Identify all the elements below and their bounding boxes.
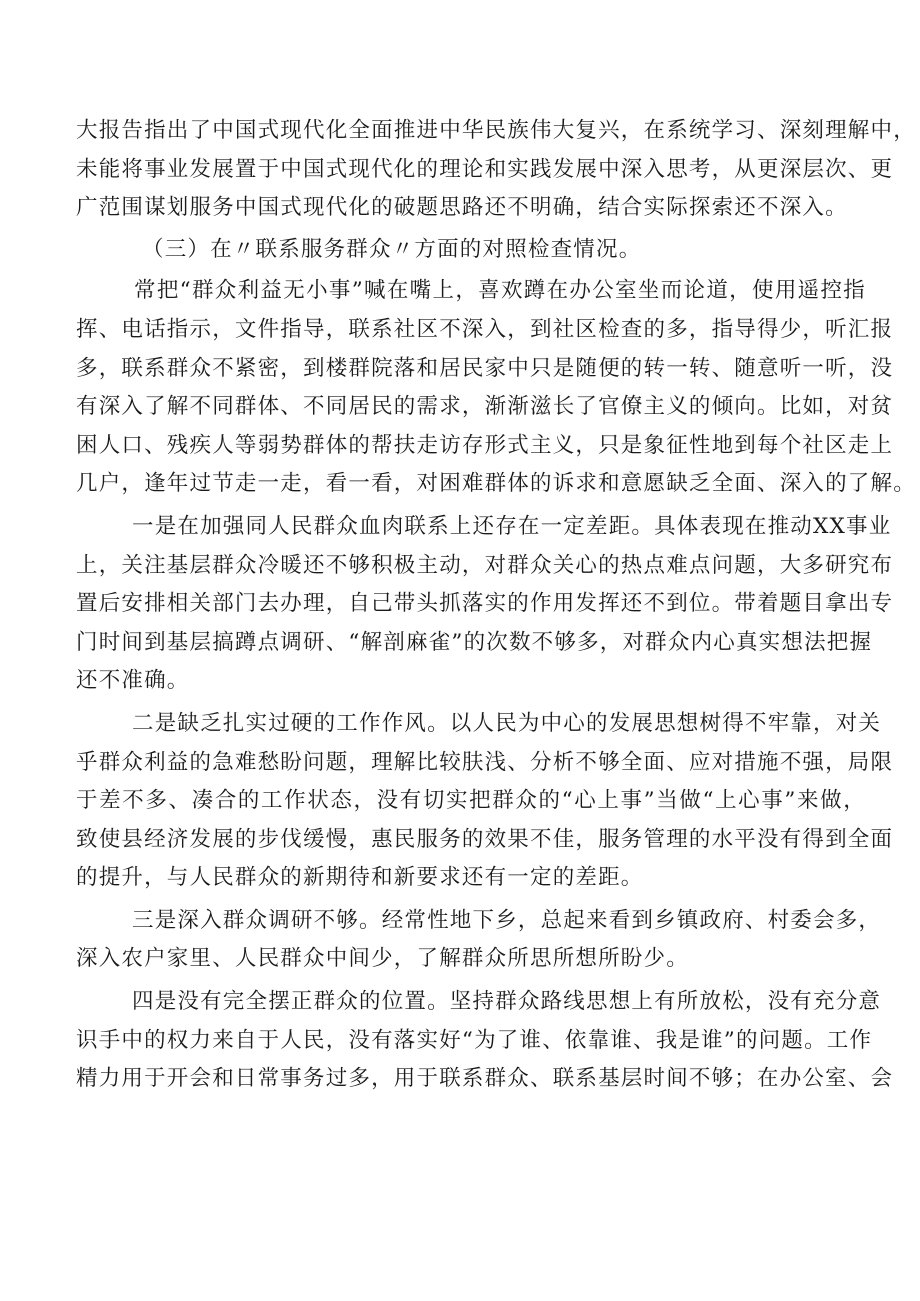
- text-line: 于差不多、凑合的工作状态，没有切实把群众的“心上事”当做“上心事”来做，: [76, 788, 866, 814]
- text-line: 一是在加强同人民群众血肉联系上还存在一定差距。具体表现在推动XX事业: [132, 513, 892, 539]
- text-line: 置后安排相关部门去办理，自己带头抓落实的作用发挥还不到位。带着题目拿出专: [76, 591, 894, 617]
- paragraph-2: [76, 272, 916, 504]
- text-line: 有深入了解不同群体、不同居民的需求，渐渐滋长了官僚主义的倾向。比如，对贫: [76, 394, 894, 420]
- text-line: 乎群众利益的急难愁盼问题，理解比较肤浅、分析不够全面、应对措施不强，局限: [76, 749, 894, 775]
- paragraph-4: [76, 705, 894, 898]
- text-line: 精力用于开会和日常事务过多，用于联系群众、联系基层时间不够；在办公室、会: [76, 1066, 894, 1092]
- text-line: 还不准确。: [76, 668, 190, 694]
- text-line: 广范围谋划服务中国式现代化的破题思路还不明确，结合实际探索还不深入。: [76, 195, 848, 221]
- paragraph-1: [76, 112, 916, 228]
- text-line: 多，联系群众不紧密，到楼群院落和居民家中只是随便的转一转、随意听一听，没: [76, 355, 894, 381]
- text-line: 四是没有完全摆正群众的位置。坚持群众路线思想上有所放松，没有充分意: [132, 989, 882, 1015]
- text-line: 门时间到基层搞蹲点调研、“解剖麻雀”的次数不够多，对群众内心真实想法把握: [76, 629, 873, 655]
- text-line: 常把“群众利益无小事”喊在嘴上，喜欢蹲在办公室坐而论道，使用遥控指: [134, 278, 866, 304]
- text-line: 几户，逢年过节走一走，看一看，对困难群体的诉求和意愿缺乏全面、深入的了解。: [76, 471, 916, 497]
- document-page: [76, 112, 916, 1099]
- section-heading: （三）在〃联系服务群众〃方面的对照检查情况。: [142, 236, 642, 262]
- text-line: 三是深入群众调研不够。经常性地下乡，总起来看到乡镇政府、村委会多，: [132, 907, 882, 933]
- paragraph-5: [76, 902, 882, 979]
- text-line: 的提升，与人民群众的新期待和新要求还有一定的差距。: [76, 865, 644, 891]
- text-line: 大报告指出了中国式现代化全面推进中华民族伟大复兴，在系统学习、深刻理解中，: [76, 118, 916, 143]
- text-line: 二是缺乏扎实过硬的工作作风。以人民为中心的发展思想树得不牢靠，对关: [132, 710, 882, 736]
- text-line: 上，关注基层群众冷暖还不够积极主动，对群众关心的热点难点问题，大多研究布: [76, 552, 894, 578]
- text-line: 识手中的权力来自于人民，没有落实好“为了谁、依靠谁、我是谁”的问题。工作: [76, 1027, 873, 1053]
- text-line: 挥、电话指示，文件指导，联系社区不深入，到社区检查的多，指导得少，听汇报: [76, 316, 894, 342]
- paragraph-6: [76, 983, 894, 1099]
- text-line: 致使县经济发展的步伐缓慢，惠民服务的效果不佳，服务管理的水平没有得到全面: [76, 826, 894, 852]
- paragraph-3: [76, 508, 894, 701]
- text-line: 困人口、残疾人等弱势群体的帮扶走访存形式主义，只是象征性地到每个社区走上: [76, 432, 894, 458]
- text-line: 深入农户家里、人民群众中间少，了解群众所思所想所盼少。: [76, 946, 689, 972]
- text-line: 未能将事业发展置于中国式现代化的理论和实践发展中深入思考，从更深层次、更: [76, 156, 894, 182]
